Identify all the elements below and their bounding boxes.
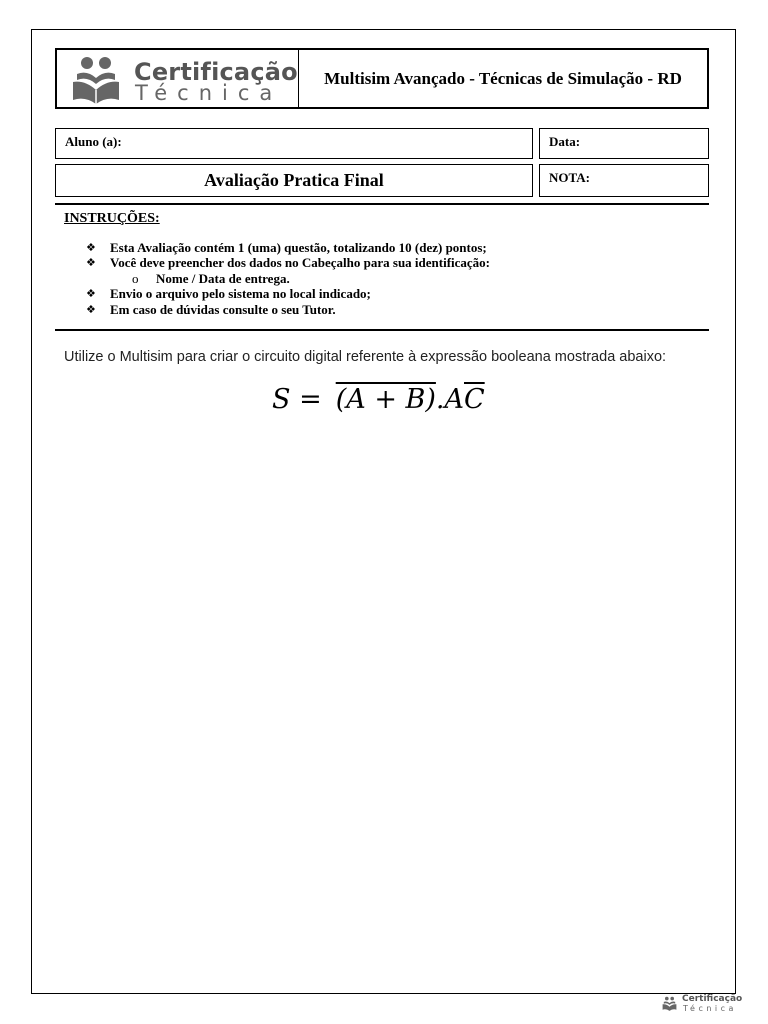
formula-negated-term: (A + B) [335, 384, 436, 415]
formula-dot: . [435, 384, 445, 415]
formula-term-a: A [444, 384, 464, 415]
list-item: o Nome / Data de entrega. [132, 270, 290, 286]
date-field[interactable] [539, 128, 709, 159]
footer-logo-text-tecnica: Técnica [683, 1004, 737, 1013]
instructions-title: INSTRUÇÕES: [64, 211, 160, 226]
header [55, 48, 709, 109]
logo [57, 50, 299, 107]
evaluation-title: Avaliação Pratica Final [204, 170, 384, 190]
divider-bottom [55, 329, 709, 331]
formula-negated-c: $\overline{C}$ [464, 384, 485, 415]
list-item: ❖ Esta Avaliação contém 1 (uma) questão, totalizando 10 (dez) pontos; [86, 240, 487, 255]
circle-bullet-icon: o [132, 270, 139, 286]
student-name-label: Aluno (a): [65, 134, 122, 149]
date-label: Data: [549, 134, 581, 149]
question-prompt: Utilize o Multisim para criar o circuito digital referente à expressão booleana mostrada abaixo: [64, 349, 667, 365]
grade-label: NOTA: [549, 170, 590, 185]
evaluation-title-box [55, 164, 533, 197]
grade-field[interactable] [539, 164, 709, 197]
formula-lhs: S = [272, 384, 322, 415]
list-item: ❖ Você deve preencher dos dados no Cabeçalho para sua identificação: [86, 255, 491, 271]
instructions-list [86, 240, 706, 317]
diamond-bullet-icon: ❖ [86, 256, 96, 270]
diamond-bullet-icon: ❖ [86, 302, 96, 316]
list-item: ❖ Envio o arquivo pelo sistema no local indicado; [86, 286, 371, 302]
book-people-icon [71, 56, 131, 106]
logo-text-tecnica: Técnica [135, 81, 283, 105]
boolean-formula [272, 382, 485, 418]
list-item: ❖ Em caso de dúvidas consulte o seu Tutor. [86, 301, 336, 317]
course-title: Multisim Avançado - Técnicas de Simulação - RD [324, 68, 682, 88]
divider-top [55, 203, 709, 205]
book-people-icon [662, 995, 680, 1013]
logo-text-certificacao: Certificação [134, 58, 298, 86]
diamond-bullet-icon: ❖ [86, 287, 96, 301]
diamond-bullet-icon: ❖ [86, 241, 96, 254]
footer-logo-text-certificacao: Certificação [682, 994, 743, 1004]
student-name-field[interactable] [55, 128, 533, 159]
